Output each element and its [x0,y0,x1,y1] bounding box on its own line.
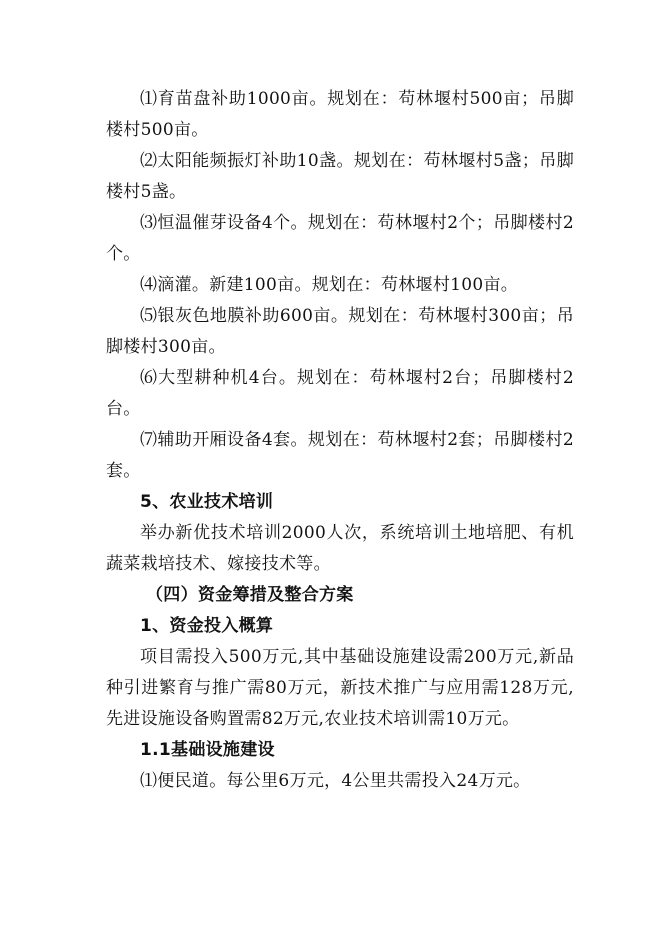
paragraph-drip-irrigation: ⑷滴灌。新建100亩。规划在：苟林堰村100亩。 [140,275,519,295]
paragraph-tiller: ⑹大型耕种机4台。规划在：苟林堰村2台；吊脚楼村2台。 [106,368,574,419]
paragraph-germination-equipment: ⑶恒温催芽设备4个。规划在：苟林堰村2个；吊脚楼村2个。 [106,213,574,264]
heading-investment-estimate: 1、资金投入概算 [140,616,274,636]
paragraph-convenience-road: ⑴便民道。每公里6万元，4公里共需投入24万元。 [140,771,531,791]
paragraph-ridging-equipment: ⑺辅助开厢设备4套。规划在：苟林堰村2套；吊脚楼村2套。 [106,430,574,481]
heading-infrastructure: 1.1基础设施建设 [140,740,275,760]
heading-agri-training: 5、农业技术培训 [140,492,274,512]
paragraph-training-detail: 举办新优技术培训2000人次，系统培训土地培肥、有机蔬菜栽培技术、嫁接技术等。 [106,523,574,574]
paragraph-investment-detail: 项目需投入500万元,其中基础设施建设需200万元,新品种引进繁育与推广需80万元，新技术推广与应用需128万元,先进设施设备购置需82万元,农业技术培训需10万元。 [106,647,574,729]
paragraph-mulch-film: ⑸银灰色地膜补助600亩。规划在：苟林堰村300亩；吊脚楼村300亩。 [106,306,574,357]
heading-funding-plan: （四）资金筹措及整合方案 [146,585,354,605]
paragraph-seedling-tray: ⑴育苗盘补助1000亩。规划在：苟林堰村500亩；吊脚楼村500亩。 [106,89,574,140]
paragraph-solar-lamp: ⑵太阳能频振灯补助10盏。规划在：苟林堰村5盏；吊脚楼村5盏。 [106,151,574,202]
